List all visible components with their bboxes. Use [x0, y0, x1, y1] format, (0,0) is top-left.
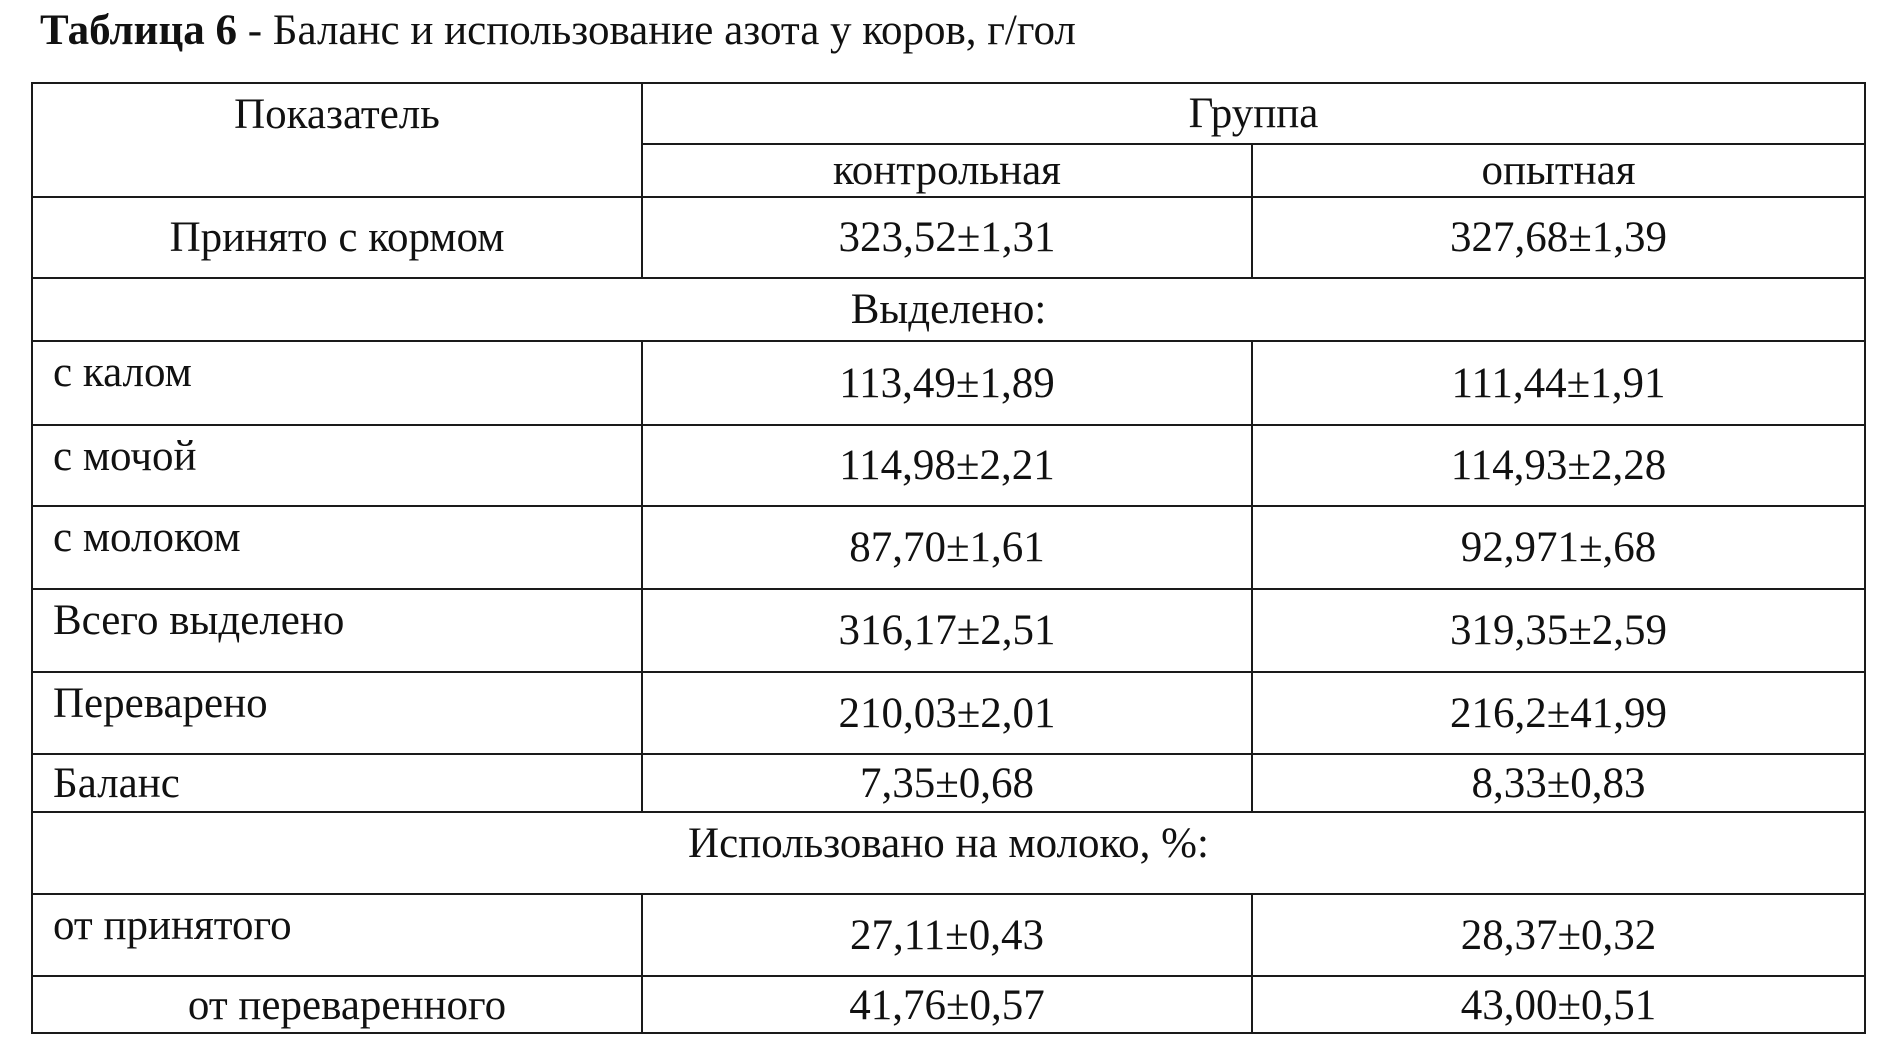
cell-experimental: 111,44±1,91	[1252, 341, 1865, 425]
table-row	[32, 894, 1865, 976]
table-row	[32, 589, 1865, 672]
row-label: Всего выделено	[32, 589, 642, 672]
header-experimental: опытная	[1252, 144, 1865, 197]
table-caption-label: Таблица 6	[40, 7, 237, 54]
table-row	[32, 425, 1865, 506]
header-indicator: Показатель	[32, 83, 642, 197]
row-label: от переваренного	[32, 976, 642, 1033]
cell-control: 7,35±0,68	[642, 754, 1252, 812]
cell-control: 41,76±0,57	[642, 976, 1252, 1033]
row-label: от принятого	[32, 894, 642, 976]
nitrogen-balance-table	[31, 82, 1866, 1034]
cell-control: 114,98±2,21	[642, 425, 1252, 506]
cell-control: 113,49±1,89	[642, 341, 1252, 425]
table-row	[32, 976, 1865, 1033]
row-label: с молоком	[32, 506, 642, 589]
header-row-group	[32, 83, 1865, 144]
cell-experimental: 216,2±41,99	[1252, 672, 1865, 754]
cell-experimental: 114,93±2,28	[1252, 425, 1865, 506]
table-row-balance	[32, 754, 1865, 812]
table-caption	[40, 2, 1076, 60]
section-title-excreted: Выделено:	[32, 278, 1865, 341]
table-row	[32, 341, 1865, 425]
cell-experimental: 8,33±0,83	[1252, 754, 1865, 812]
table-row-intake	[32, 197, 1865, 278]
cell-experimental: 92,971±,68	[1252, 506, 1865, 589]
table-row	[32, 506, 1865, 589]
row-label: Баланс	[32, 754, 642, 812]
cell-experimental: 327,68±1,39	[1252, 197, 1865, 278]
row-label: с мочой	[32, 425, 642, 506]
cell-experimental: 43,00±0,51	[1252, 976, 1865, 1033]
table-caption-separator: -	[236, 7, 273, 54]
header-group: Группа	[642, 83, 1865, 144]
cell-control: 27,11±0,43	[642, 894, 1252, 976]
section-row-used	[32, 812, 1865, 894]
cell-control: 87,70±1,61	[642, 506, 1252, 589]
cell-control: 323,52±1,31	[642, 197, 1252, 278]
row-label: Принято с кормом	[32, 197, 642, 278]
row-label: с калом	[32, 341, 642, 425]
cell-experimental: 28,37±0,32	[1252, 894, 1865, 976]
table-caption-text: Баланс и использование азота у коров, г/гол	[272, 7, 1076, 54]
cell-experimental: 319,35±2,59	[1252, 589, 1865, 672]
cell-control: 210,03±2,01	[642, 672, 1252, 754]
header-control: контрольная	[642, 144, 1252, 197]
section-row-excreted	[32, 278, 1865, 341]
cell-control: 316,17±2,51	[642, 589, 1252, 672]
row-label: Переварено	[32, 672, 642, 754]
table-row	[32, 672, 1865, 754]
section-title-used: Использовано на молоко, %:	[32, 812, 1865, 894]
